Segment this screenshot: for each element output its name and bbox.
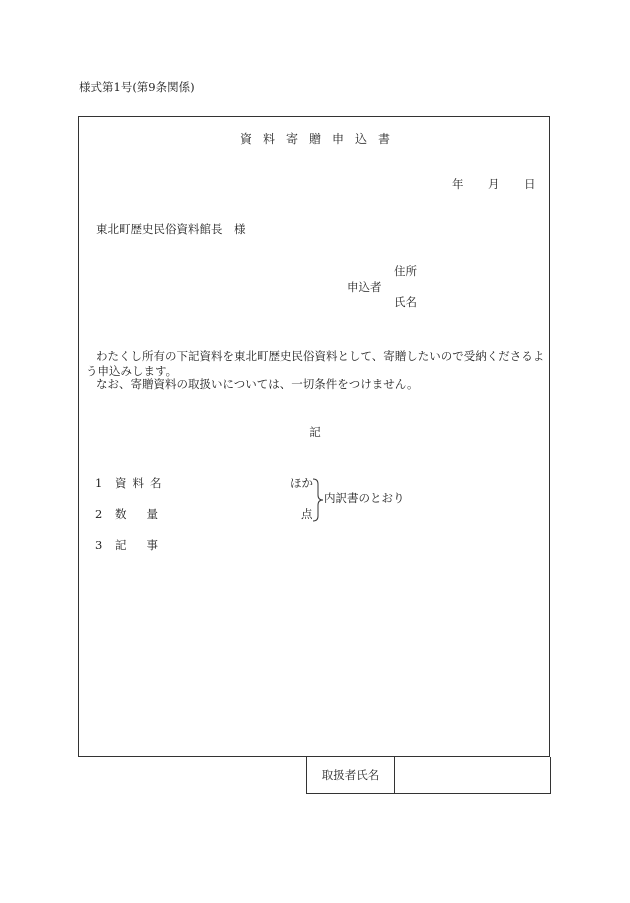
handler-table xyxy=(306,757,551,794)
item-label-quantity: 数量 xyxy=(115,507,178,521)
item-number: 3 xyxy=(95,538,103,552)
document-title: 資料寄贈申込書 xyxy=(239,132,401,146)
date-year-label: 年 xyxy=(452,177,464,191)
handler-name-label-cell xyxy=(307,757,395,793)
body-paragraph-1: わたくし所有の下記資料を東北町歴史民俗資料として、寄贈したいので受納くださるよう申込みします。 xyxy=(86,349,545,378)
body-paragraph-2: なお、寄贈資料の取扱いについては、一切条件をつけません。 xyxy=(96,377,419,391)
addressee: 東北町歴史民俗資料館長 様 xyxy=(96,222,246,236)
right-brace-icon xyxy=(312,478,324,522)
handler-name-label: 取扱者氏名 xyxy=(321,768,380,782)
form-number: 様式第1号(第9条関係) xyxy=(79,80,195,94)
item-number: 2 xyxy=(95,507,103,521)
handler-name-field[interactable] xyxy=(395,757,550,793)
item-number: 1 xyxy=(95,476,103,490)
ten-label: 点 xyxy=(301,507,313,521)
breakdown-note: 内訳書のとおり xyxy=(324,491,405,505)
hoka-label: ほか xyxy=(290,476,313,490)
name-label: 氏名 xyxy=(394,295,417,309)
item-label-material-name: 資料名 xyxy=(115,476,168,490)
ki-heading: 記 xyxy=(309,425,321,439)
date-month-label: 月 xyxy=(488,177,500,191)
address-label: 住所 xyxy=(394,264,417,278)
date-day-label: 日 xyxy=(524,177,536,191)
applicant-label: 申込者 xyxy=(347,280,382,294)
item-label-notes: 記事 xyxy=(115,538,178,552)
